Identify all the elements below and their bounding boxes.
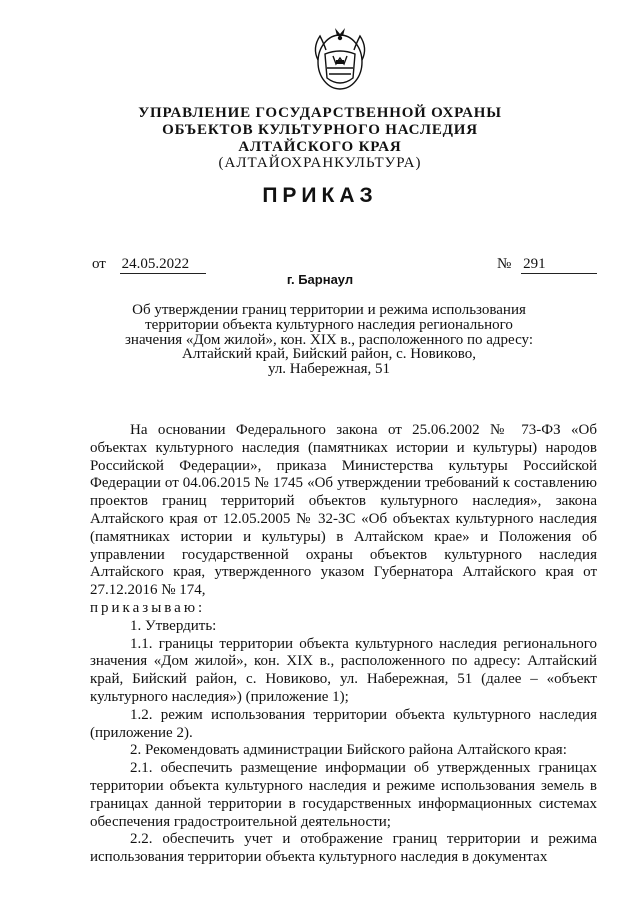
item-1: 1. Утвердить: <box>130 617 217 634</box>
item-1-1: 1.1. границы территории объекта культурного наследия регионального значения «Дом жилой», кон. XIX в., расположенного по адресу: Алтайский край, Бийский район, с. Новиково, ул. Набережная, 51 (далее – «объект культурного наследия») (приложение 1); <box>90 635 597 705</box>
subject-line: Алтайский край, Бийский район, с. Новиково, <box>182 346 476 363</box>
date-prefix: от <box>92 256 106 272</box>
agency-name-line2: ОБЪЕКТОВ КУЛЬТУРНОГО НАСЛЕДИЯ <box>162 122 478 138</box>
orders-word: приказываю: <box>90 599 206 616</box>
item-1-2: 1.2. режим использования территории объекта культурного наследия (приложение 2). <box>90 706 597 741</box>
item-2-1: 2.1. обеспечить размещение информации об утвержденных границах территории объекта культурного наследия и режиме использования земель в границах данной территории в государственных информационных системах обеспечения градостроительной деятельности; <box>90 760 597 830</box>
document-body <box>90 422 597 867</box>
preamble-paragraph: На основании Федерального закона от 25.06.2002 № 73-ФЗ «Об объектах культурного наследия (памятниках истории и культуры) народов Российской Федерации», приказа Министерства культуры Российской Федерации от 04.06.2015 № 1745 «Об утверждении требований к составлению проектов границ территорий объектов культурного наследия», закона Алтайского края от 12.05.2005 № 32-ЗС «Об объектах культурного наследия (памятниках истории и культуры) в Алтайском крае» и Положения об управлении государственной охраны объектов культурного наследия Алтайского края, утвержденного указом Губернатора Алтайского края от 27.12.2016 № 174, <box>90 422 597 599</box>
subject-line: значения «Дом жилой», кон. XIX в., расположенного по адресу: <box>125 331 533 348</box>
document-type-title: ПРИКАЗ <box>262 184 378 207</box>
item-2-2: 2.2. обеспечить учет и отображение границ территории и режима использования территории объекта культурного наследия в документах <box>90 831 597 866</box>
city-label: г. Барнаул <box>286 272 354 287</box>
subject-line: Об утверждении границ территории и режима использования <box>132 302 526 318</box>
item-2: 2. Рекомендовать администрации Бийского района Алтайского края: <box>130 742 567 759</box>
agency-abbreviation: (АЛТАЙОХРАНКУЛЬТУРА) <box>218 155 422 171</box>
subject-line: территории объекта культурного наследия регионального <box>145 316 513 333</box>
coat-of-arms-emblem <box>305 24 375 94</box>
document-number: 291 <box>521 256 597 274</box>
number-prefix: № <box>497 256 512 272</box>
subject-line: ул. Набережная, 51 <box>267 361 390 378</box>
agency-name-line3: АЛТАЙСКОГО КРАЯ <box>238 139 402 155</box>
subject-block <box>110 303 548 377</box>
agency-name-line1: УПРАВЛЕНИЕ ГОСУДАРСТВЕННОЙ ОХРАНЫ <box>138 105 502 121</box>
document-date: 24.05.2022 <box>120 256 206 274</box>
